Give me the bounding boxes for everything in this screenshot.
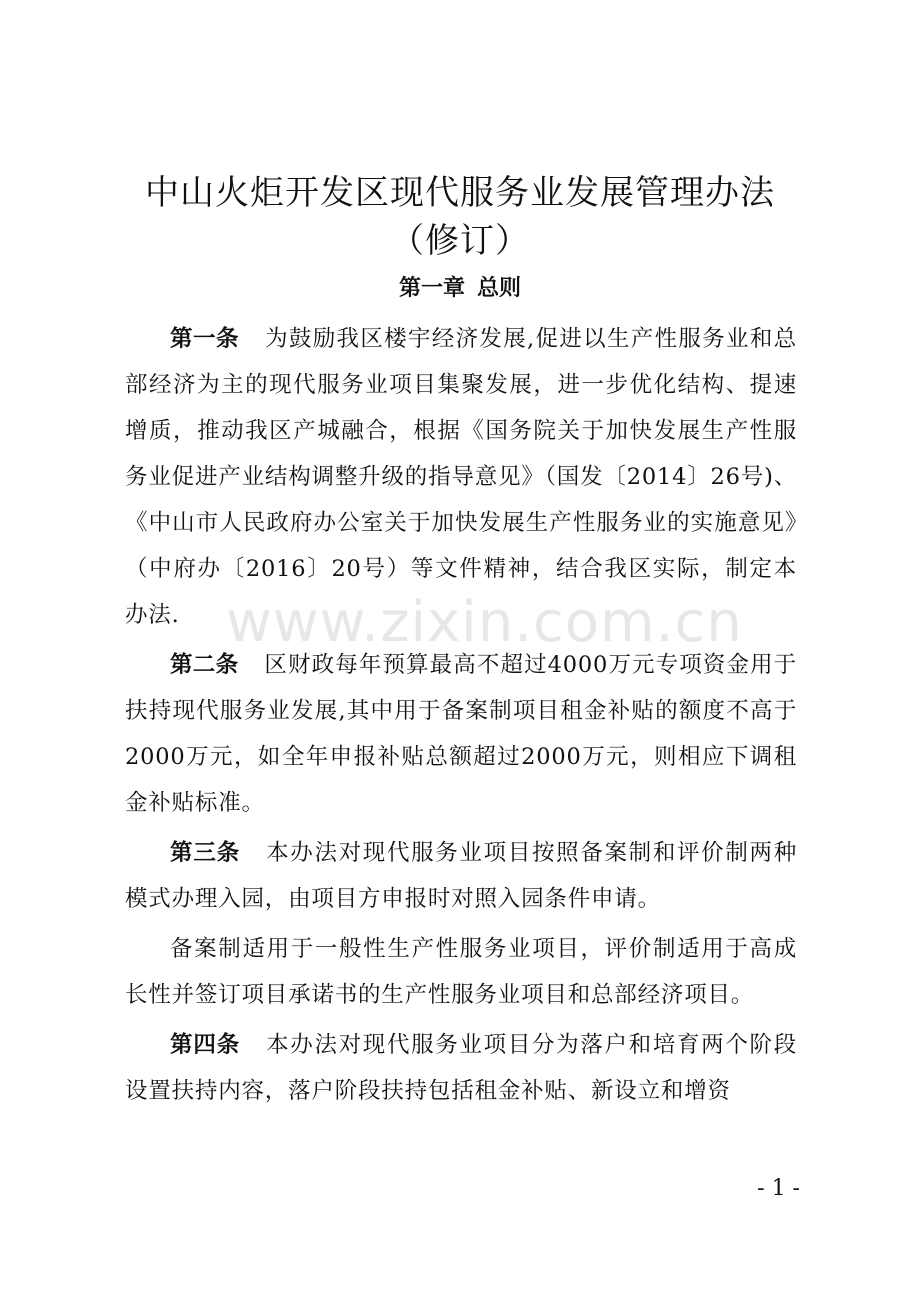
document-body (125, 316, 797, 1114)
article-label: 第一条 (170, 326, 240, 352)
article-text: 为鼓励我区楼宇经济发展,促进以生产性服务业和总部经济为主的现代服务业项目集聚发展，进一步优化结构、提速增质，推动我区产城融合，根据《国务院关于加快发展生产性服务业促进产业结构调整升级的指导意见》（国发〔2014〕26号)、《中山市人民政府办公室关于加快发展生产性服务业的实施意见》（中府办〔2016〕20号）等文件精神，结合我区实际，制定本办法. (125, 326, 797, 628)
chapter-heading (0, 272, 920, 306)
article-label: 第二条 (170, 652, 239, 678)
article-text: 本办法对现代服务业项目按照备案制和评价制两种模式办理入园，由项目方申报时对照入园条件申请。 (125, 840, 797, 912)
article-label: 第四条 (170, 1032, 241, 1058)
article-text: 本办法对现代服务业项目分为落户和培育两个阶段设置扶持内容，落户阶段扶持包括租金补贴、新设立和增资 (125, 1032, 797, 1104)
article-text: 区财政每年预算最高不超过4000万元专项资金用于扶持现代服务业发展,其中用于备案制项目租金补贴的额度不高于2000万元，如全年申报补贴总额超过2000万元，则相应下调租金补贴标准。 (125, 652, 797, 816)
page-number: - 1 - (757, 1176, 800, 1201)
article-4 (125, 1022, 797, 1114)
chapter-number: 第一章 (398, 276, 465, 301)
watermark: www.zixin.com.cn (226, 590, 743, 655)
document-title: 中山火炬开发区现代服务业发展管理办法 (145, 173, 775, 213)
article-label: 第三条 (170, 840, 241, 866)
article-2 (125, 642, 797, 826)
chapter-name: 总则 (477, 276, 522, 301)
article-3 (125, 830, 797, 922)
document-title-revision: （修订） (390, 221, 530, 261)
article-3-continuation (125, 926, 797, 1018)
article-text: 备案制适用于一般性生产性服务业项目，评价制适用于高成长性并签订项目承诺书的生产性服务业项目和总部经济项目。 (125, 936, 797, 1008)
article-1 (125, 316, 797, 638)
